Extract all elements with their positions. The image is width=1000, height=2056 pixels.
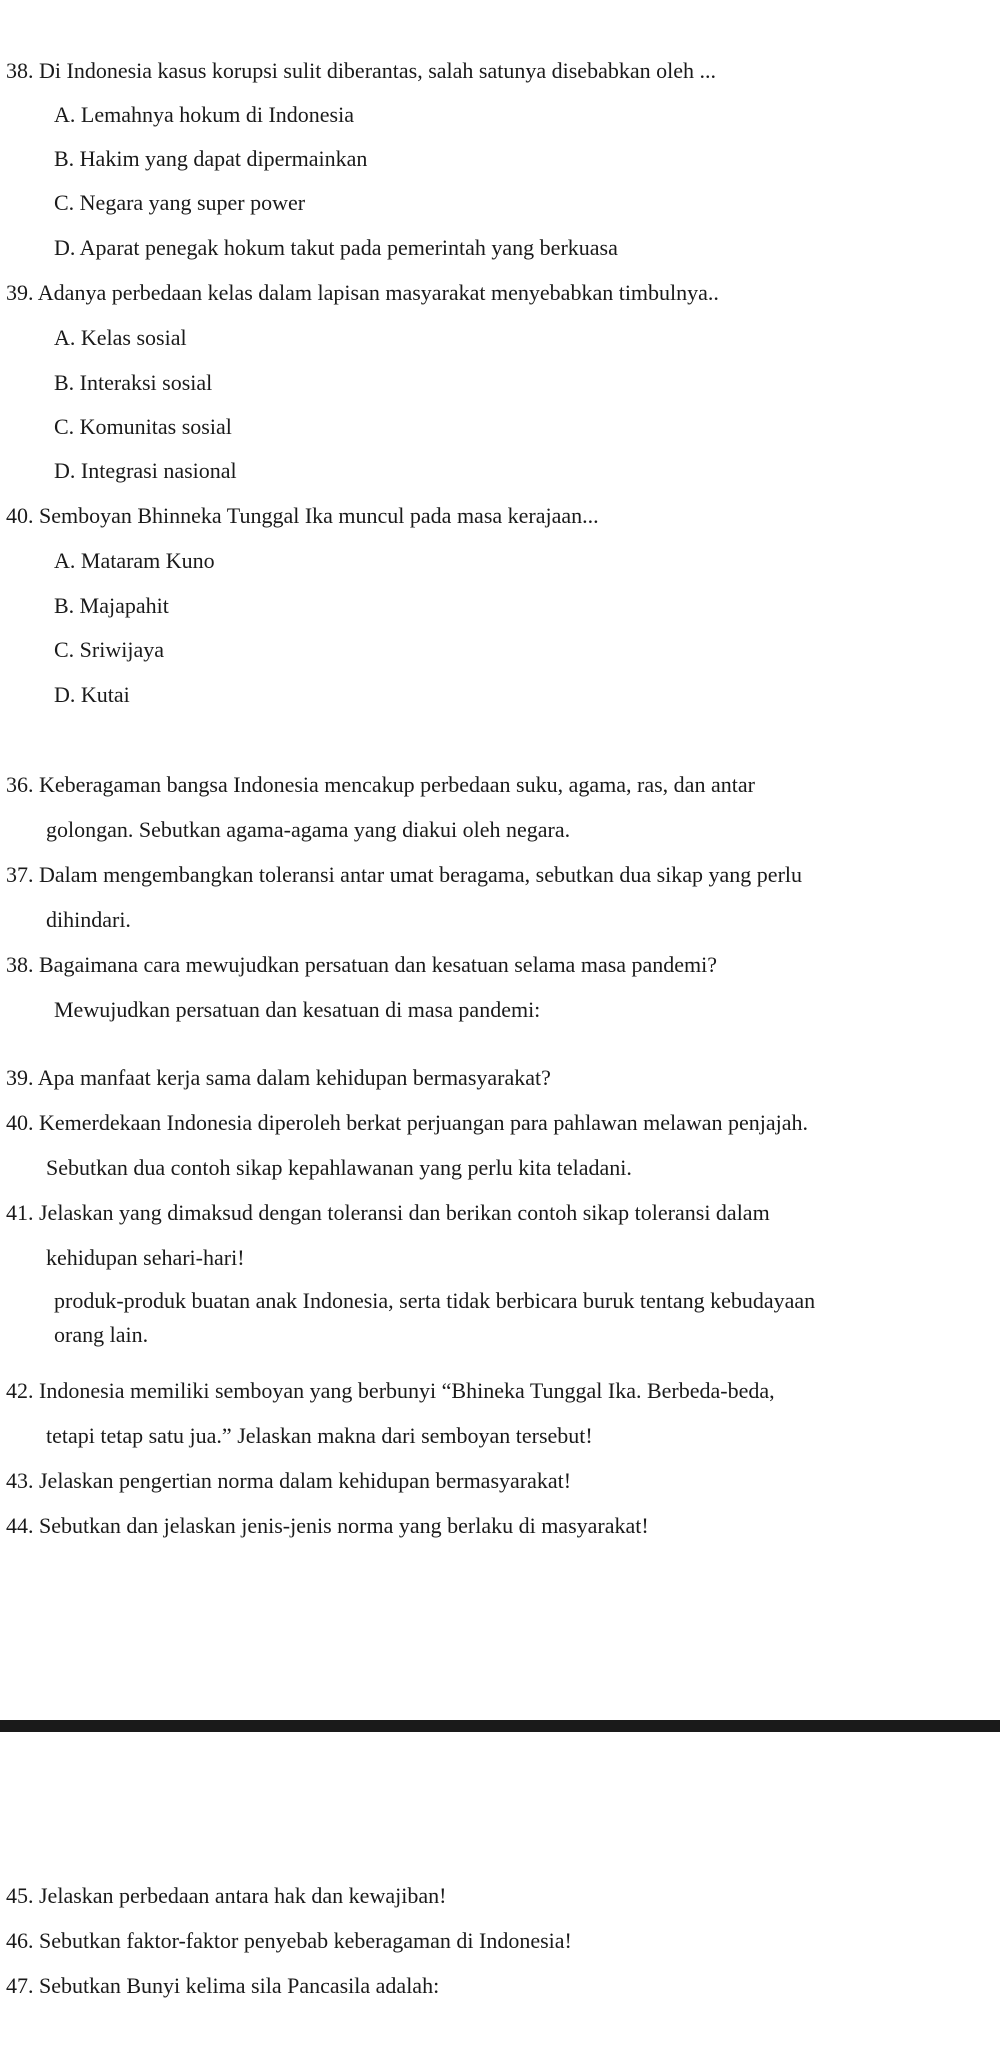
essay-39-line-1: 39. Apa manfaat kerja sama dalam kehidupan bermasyarakat?: [6, 1065, 551, 1090]
option-40-b: B. Majapahit: [54, 593, 169, 618]
essay-46-line-1: 46. Sebutkan faktor-faktor penyebab keberagaman di Indonesia!: [6, 1928, 572, 1953]
question-39-mc: 39. Adanya perbedaan kelas dalam lapisan masyarakat menyebabkan timbulnya..: [6, 280, 719, 305]
option-38-d: D. Aparat penegak hokum takut pada pemerintah yang berkuasa: [54, 235, 618, 260]
essay-41-line-1: 41. Jelaskan yang dimaksud dengan toleransi dan berikan contoh sikap toleransi dalam: [6, 1200, 770, 1225]
option-39-a: A. Kelas sosial: [54, 325, 187, 350]
essay-41-answer-line-1: produk-produk buatan anak Indonesia, serta tidak berbicara buruk tentang kebudayaan: [54, 1288, 816, 1313]
essay-42-line-1: 42. Indonesia memiliki semboyan yang berbunyi “Bhineka Tunggal Ika. Berbeda-beda,: [6, 1378, 775, 1403]
essay-40-line-2: Sebutkan dua contoh sikap kepahlawanan yang perlu kita teladani.: [46, 1155, 632, 1180]
option-39-c: C. Komunitas sosial: [54, 414, 232, 439]
question-40-mc: 40. Semboyan Bhinneka Tunggal Ika muncul pada masa kerajaan...: [6, 503, 599, 528]
essay-41-line-2: kehidupan sehari-hari!: [46, 1245, 245, 1270]
essay-44-line-1: 44. Sebutkan dan jelaskan jenis-jenis norma yang berlaku di masyarakat!: [6, 1513, 649, 1538]
essay-38-line-1: 38. Bagaimana cara mewujudkan persatuan dan kesatuan selama masa pandemi?: [6, 952, 718, 977]
essay-37-line-1: 37. Dalam mengembangkan toleransi antar umat beragama, sebutkan dua sikap yang perlu: [6, 862, 803, 887]
option-40-a: A. Mataram Kuno: [54, 548, 215, 573]
essay-42-line-2: tetapi tetap satu jua.” Jelaskan makna dari semboyan tersebut!: [46, 1423, 593, 1448]
essay-37-line-2: dihindari.: [46, 907, 131, 932]
option-39-b: B. Interaksi sosial: [54, 370, 213, 395]
option-40-d: D. Kutai: [54, 682, 130, 707]
essay-47-line-1: 47. Sebutkan Bunyi kelima sila Pancasila adalah:: [6, 1973, 440, 1998]
essay-41-answer-line-2: orang lain.: [54, 1322, 149, 1347]
essay-38-answer: Mewujudkan persatuan dan kesatuan di masa pandemi:: [54, 997, 541, 1022]
question-38-mc: 38. Di Indonesia kasus korupsi sulit diberantas, salah satunya disebabkan oleh ...: [6, 58, 716, 83]
essay-36-line-2: golongan. Sebutkan agama-agama yang diakui oleh negara.: [46, 817, 571, 842]
option-38-b: B. Hakim yang dapat dipermainkan: [54, 146, 368, 171]
page-divider: [0, 1720, 1000, 1732]
option-40-c: C. Sriwijaya: [54, 637, 164, 662]
option-38-a: A. Lemahnya hokum di Indonesia: [54, 102, 354, 127]
essay-43-line-1: 43. Jelaskan pengertian norma dalam kehidupan bermasyarakat!: [6, 1468, 572, 1493]
essay-36-line-1: 36. Keberagaman bangsa Indonesia mencakup perbedaan suku, agama, ras, dan antar: [6, 772, 755, 797]
essay-45-line-1: 45. Jelaskan perbedaan antara hak dan kewajiban!: [6, 1883, 447, 1908]
essay-40-line-1: 40. Kemerdekaan Indonesia diperoleh berkat perjuangan para pahlawan melawan penjajah.: [6, 1110, 809, 1135]
option-39-d: D. Integrasi nasional: [54, 458, 237, 483]
option-38-c: C. Negara yang super power: [54, 190, 306, 215]
